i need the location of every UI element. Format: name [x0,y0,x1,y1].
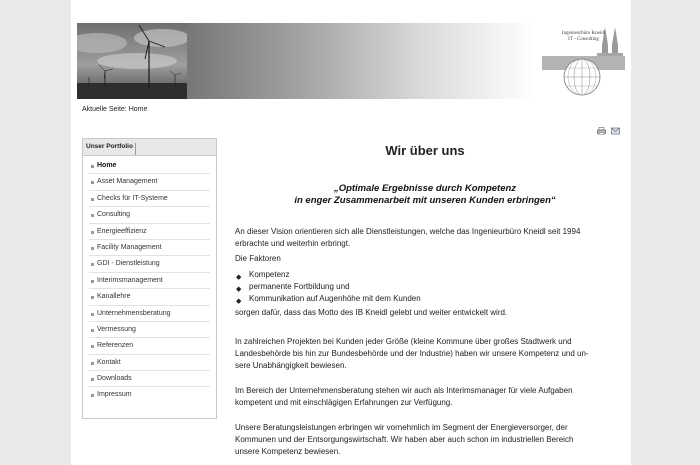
sidebar-item-label: Home [97,162,117,169]
sidebar-item-label: Interimsmanagement [97,276,163,284]
page-container [71,0,631,465]
sidebar-item-label: Asset Management [97,178,158,186]
bullet-icon [91,362,94,365]
bullet-icon [91,394,94,397]
list-item-text: permanente Fortbildung und [249,282,350,291]
sidebar-item-facility-management[interactable] [89,240,210,256]
bullet-icon [91,313,94,316]
sidebar-item-label: Kontakt [97,358,121,366]
sidebar-item-energieeffizienz[interactable] [89,224,210,240]
breadcrumb-label: Aktuelle Seite: [82,106,127,113]
sidebar-item-checks-it-systeme[interactable] [89,191,210,207]
bullet-icon [91,181,94,184]
bullet-icon [91,280,94,283]
intro-line-1: An dieser Vision orientieren sich alle Dienstleistungen, welche das Ingenieurbüro Kneidl seit 1994 [235,227,581,236]
motto-line-1: „Optimale Ergebnisse durch Kompetenz [333,183,517,194]
sidebar-item-gdi-dienstleistung[interactable] [89,256,210,272]
wind-turbine-photo [77,23,187,99]
sidebar-item-label: Unternehmensberatung [97,309,171,317]
sidebar-nav [83,156,216,404]
bullet-icon [91,198,94,201]
sidebar-item-kanallehre[interactable] [89,289,210,305]
projects-line-3: sere Unabhängigkeit bewiesen. [235,361,347,370]
logo-line-2: IT - Consulting [568,37,599,42]
bullet-icon [91,214,94,217]
projects-paragraph [235,336,620,372]
services-paragraph [235,422,620,458]
sidebar-item-label: Downloads [97,375,132,383]
faktoren-label: Die Faktoren [235,254,281,263]
diamond-bullet-icon: ◆ [236,274,242,281]
bullet-icon [91,345,94,348]
bullet-icon [91,231,94,234]
services-line-1: Unsere Beratungsleistungen erbringen wir vornehmlich im Segment der Energieversorger, der [235,423,568,432]
sidebar-portfolio [82,138,217,419]
sorgen-paragraph: sorgen dafür, dass das Motto des IB Kneidl gelebt und weiter entwickelt wird. [235,308,508,317]
list-item-text: Kommunikation auf Augenhöhe mit dem Kunden [249,294,421,303]
motto-line-2: in enger Zusammenarbeit mit unseren Kunden erbringen“ [294,195,556,206]
sidebar-item-label: Facility Management [97,243,162,251]
bullet-icon [91,329,94,332]
sidebar-item-unternehmensberatung[interactable] [89,306,210,322]
sidebar-item-label: GDI - Dienstleistung [97,260,160,268]
intro-line-2: erbrachte und weiterhin erbringt. [235,239,351,248]
sidebar-item-kontakt[interactable] [89,355,210,371]
print-icon[interactable] [597,127,606,135]
sidebar-item-label: Consulting [97,211,131,219]
intro-paragraph [235,226,620,250]
list-item [235,281,421,293]
sidebar-item-downloads[interactable] [89,371,210,387]
sidebar-item-label: Checks für IT-Systeme [97,194,168,202]
company-logo[interactable] [542,23,625,99]
sidebar-item-label: Vermessung [97,325,136,333]
bullet-icon [91,165,94,168]
sidebar-item-label: Energieeffizienz [97,227,147,235]
sidebar-item-home[interactable] [89,158,210,174]
sidebar-item-label: Kanallehre [97,293,131,301]
email-icon[interactable] [611,127,620,135]
consulting-line-2: kompetent und mit einschlägigen Erfahrungen zur Verfügung. [235,398,453,407]
sidebar-header [83,139,216,156]
sidebar-item-consulting[interactable] [89,207,210,223]
page-title: Wir über uns [385,143,465,158]
list-item-text: Kompetenz [249,270,290,279]
list-item [235,293,421,305]
logo-line-1: Ingenieurbüro Kneidl [561,31,606,36]
sidebar-item-interimsmanagement[interactable] [89,273,210,289]
projects-line-1: In zahlreichen Projekten bei Kunden jeder Größe (kleine Kommune über großes Stadtwerk und [235,337,572,346]
faktoren-list [235,269,421,305]
sidebar-item-impressum[interactable] [89,387,210,403]
bullet-icon [91,247,94,250]
list-item [235,269,421,281]
sidebar-item-asset-management[interactable] [89,174,210,190]
breadcrumb-current[interactable]: Home [128,106,148,113]
header-banner [77,23,625,99]
sidebar-item-label: Referenzen [97,342,134,350]
diamond-bullet-icon: ◆ [236,298,242,305]
consulting-paragraph [235,385,620,409]
bullet-icon [91,263,94,266]
breadcrumb [82,106,147,113]
projects-line-2: Landesbehörde bis hin zur Bundesbehörde und der Industrie) haben wir unsere Kompetenz und un- [235,349,589,358]
diamond-bullet-icon: ◆ [236,286,242,293]
sidebar-item-vermessung[interactable] [89,322,210,338]
consulting-line-1: Im Bereich der Unternehmensberatung stehen wir auch als Interimsmanager für viele Aufgaben [235,386,573,395]
services-line-2: Kommunen und der Entsorgungswirtschaft. Wir haben aber auch schon im industriellen Bereich [235,435,574,444]
sidebar-title: Unser Portfolio [86,143,136,155]
logo-text [542,31,625,43]
sidebar-item-referenzen[interactable] [89,338,210,354]
motto-quote [235,183,615,207]
utility-icons [597,127,620,135]
services-line-3: unsere Kompetenz bewiesen. [235,447,341,456]
bullet-icon [91,296,94,299]
sidebar-item-label: Impressum [97,391,132,399]
bullet-icon [91,378,94,381]
